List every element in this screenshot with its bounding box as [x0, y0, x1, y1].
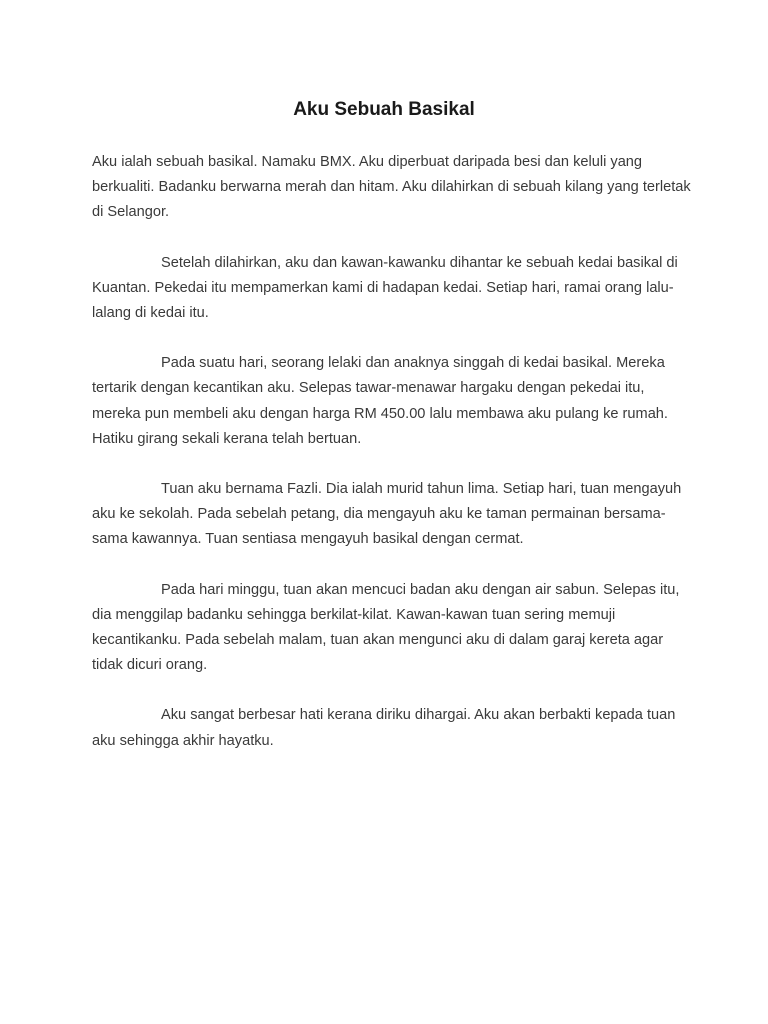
paragraph-4: Tuan aku bernama Fazli. Dia ialah murid tahun lima. Setiap hari, tuan mengayuh aku ke sekolah. Pada sebelah petang, dia mengayuh aku ke taman permainan bersama-sama kawannya. Tuan sentiasa mengayuh basikal dengan cermat.	[92, 481, 682, 548]
document-title: Aku Sebuah Basikal	[293, 99, 475, 120]
paragraph-3: Pada suatu hari, seorang lelaki dan anaknya singgah di kedai basikal. Mereka tertarik dengan kecantikan aku. Selepas tawar-menawar hargaku dengan pekedai itu, mereka pun membeli aku dengan harga RM 450.00 lalu membawa aku pulang ke rumah. Hatiku girang sekali kerana telah bertuan.	[92, 355, 668, 447]
paragraph-2: Setelah dilahirkan, aku dan kawan-kawanku dihantar ke sebuah kedai basikal di Kuantan. Pekedai itu mempamerkan kami di hadapan kedai. Setiap hari, ramai orang lalu-lalang di kedai itu.	[92, 254, 678, 322]
paragraph-5: Pada hari minggu, tuan akan mencuci badan aku dengan air sabun. Selepas itu, dia menggilap badanku sehingga berkilat-kilat. Kawan-kawan tuan sering memuji kecantikanku. Pada sebelah malam, tuan akan mengunci aku di dalam garaj kereta agar tidak dicuri orang.	[92, 581, 680, 674]
document-body	[92, 150, 692, 779]
paragraph-6: Aku sangat berbesar hati kerana diriku dihargai. Aku akan berbakti kepada tuan aku sehingga akhir hayatku.	[92, 707, 676, 749]
paragraph-1: Aku ialah sebuah basikal. Namaku BMX. Aku diperbuat daripada besi dan keluli yang berkualiti. Badanku berwarna merah dan hitam. Aku dilahirkan di sebuah kilang yang terletak di Selangor.	[92, 154, 691, 221]
